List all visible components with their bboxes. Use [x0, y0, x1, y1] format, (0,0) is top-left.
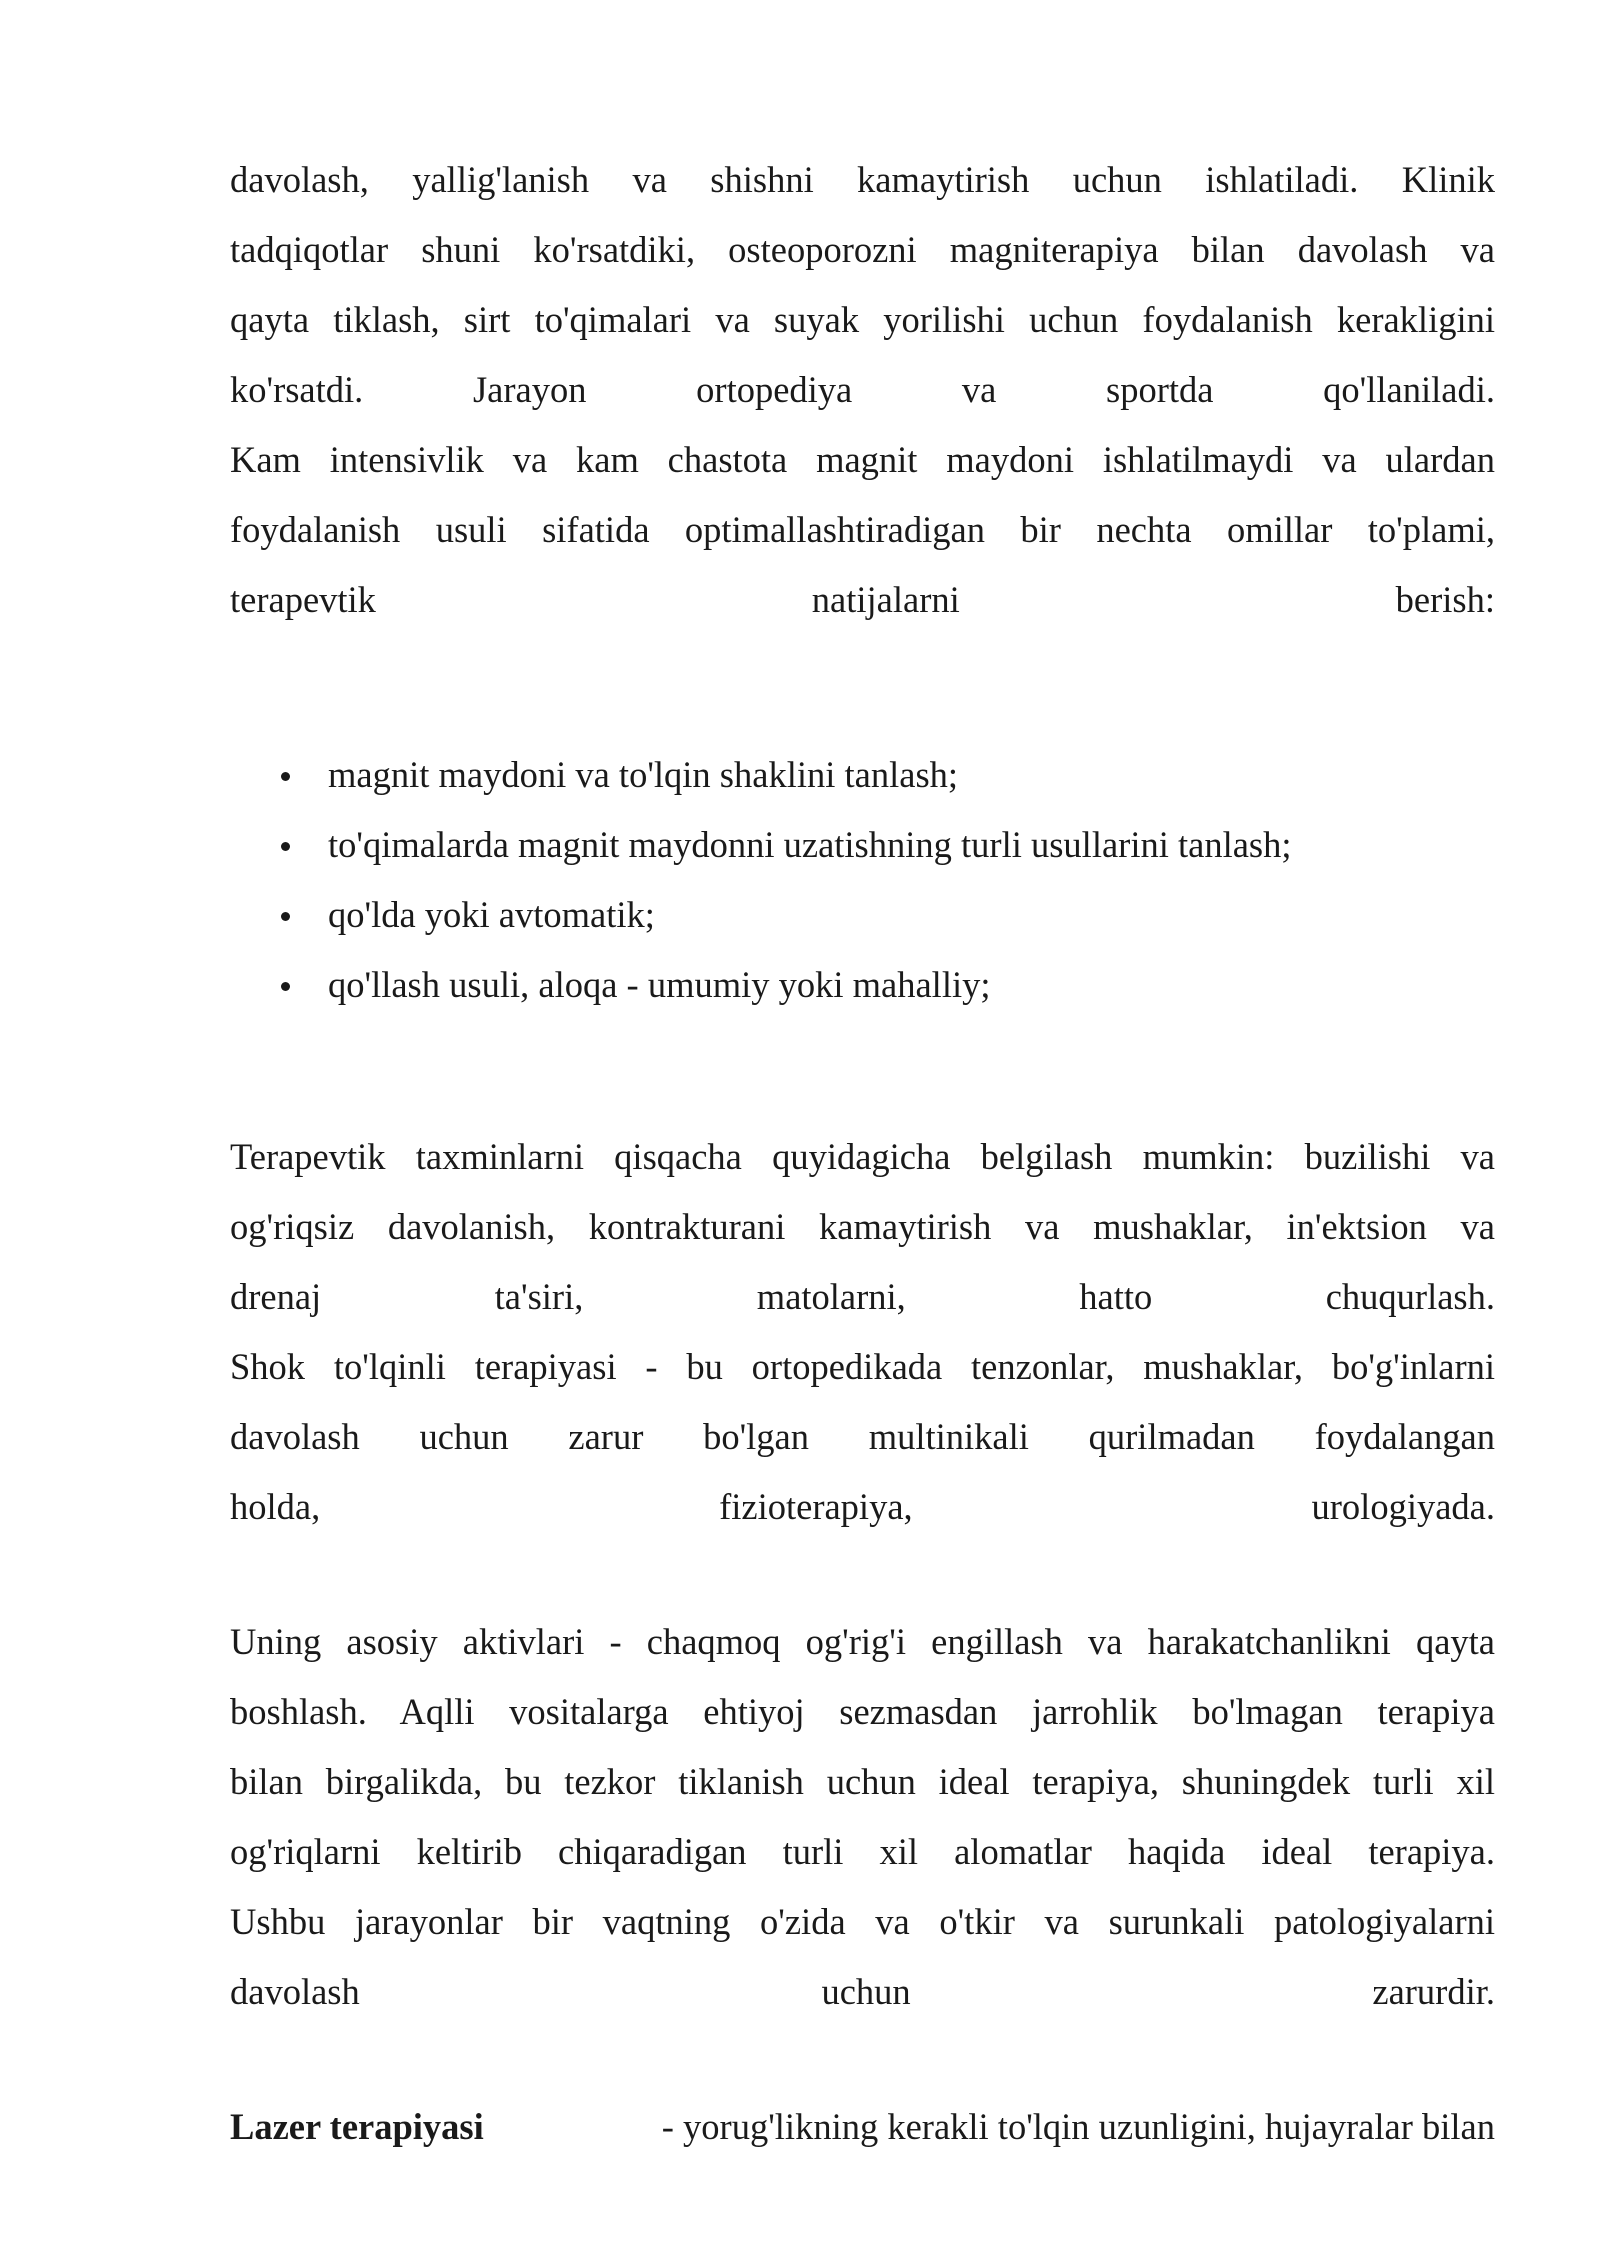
document-page: [230, 145, 1495, 2162]
paragraph-laser: [230, 2092, 1495, 2162]
text-line: Terapevtik taxminlarni qisqacha quyidagicha belgilash mumkin: buzilishi va: [230, 1136, 1495, 1177]
spacer: [230, 1542, 1495, 1607]
list-item-text: magnit maydoni va to'lqin shaklini tanlash;: [328, 754, 959, 795]
text-line: og'riqlarni keltirib chiqaradigan turli xil alomatlar haqida ideal terapiya.: [230, 1831, 1495, 1872]
spacer: [230, 2027, 1495, 2092]
text-line: bilan birgalikda, bu tezkor tiklanish uchun ideal terapiya, shuningdek turli xil: [230, 1761, 1495, 1802]
text-line: drenaj ta'siri, matolarni, hatto chuqurlash.: [230, 1276, 1495, 1317]
text-line: davolash uchun zarur bo'lgan multinikali qurilmadan foydalangan: [230, 1416, 1495, 1457]
list-item: [230, 740, 1495, 810]
list-item-text: qo'lda yoki avtomatik;: [328, 894, 655, 935]
spacer: [230, 1020, 1495, 1122]
text-line: tadqiqotlar shuni ko'rsatdiki, osteoporozni magniterapiya bilan davolash va: [230, 229, 1495, 270]
spacer: [230, 635, 1495, 740]
text-line: terapevtik natijalarni berish:: [230, 579, 1495, 620]
laser-therapy-term: Lazer terapiyasi: [230, 2106, 484, 2147]
text-line: Shok to'lqinli terapiyasi - bu ortopedikada tenzonlar, mushaklar, bo'g'inlarni: [230, 1346, 1495, 1387]
list-item: [230, 880, 1495, 950]
text-line: [230, 2092, 1495, 2162]
text-line: davolash, yallig'lanish va shishni kamaytirish uchun ishlatiladi. Klinik: [230, 159, 1495, 200]
paragraph-shockwave: [230, 1122, 1495, 1542]
text-line: Ushbu jarayonlar bir vaqtning o'zida va o'tkir va surunkali patologiyalarni: [230, 1901, 1495, 1942]
text-line: holda, fizioterapiya, urologiyada.: [230, 1486, 1495, 1527]
text-line: Kam intensivlik va kam chastota magnit maydoni ishlatilmaydi va ulardan: [230, 439, 1495, 480]
list-item: [230, 950, 1495, 1020]
text-line: og'riqsiz davolanish, kontrakturani kamaytirish va mushaklar, in'ektsion va: [230, 1206, 1495, 1247]
paragraph-benefits: [230, 1607, 1495, 2027]
laser-therapy-definition: - yorug'likning kerakli to'lqin uzunligini, hujayralar bilan: [661, 2106, 1495, 2147]
paragraph-magnetotherapy: [230, 145, 1495, 635]
text-line: davolash uchun zarurdir.: [230, 1971, 1495, 2012]
list-item-text: qo'llash usuli, aloqa - umumiy yoki mahalliy;: [328, 964, 991, 1005]
list-item-text: to'qimalarda magnit maydonni uzatishning turli usullarini tanlash;: [328, 824, 1292, 865]
bullet-icon: [281, 982, 290, 991]
text-line: boshlash. Aqlli vositalarga ehtiyoj sezmasdan jarrohlik bo'lmagan terapiya: [230, 1691, 1495, 1732]
text-line: Uning asosiy aktivlari - chaqmoq og'rig'i engillash va harakatchanlikni qayta: [230, 1621, 1495, 1662]
bullet-icon: [281, 842, 290, 851]
bullet-icon: [281, 772, 290, 781]
text-line: ko'rsatdi. Jarayon ortopediya va sportda qo'llaniladi.: [230, 369, 1495, 410]
list-item: [230, 810, 1495, 880]
text-line: qayta tiklash, sirt to'qimalari va suyak yorilishi uchun foydalanish kerakligini: [230, 299, 1495, 340]
factor-bullet-list: [230, 740, 1495, 1020]
text-line: foydalanish usuli sifatida optimallashtiradigan bir nechta omillar to'plami,: [230, 509, 1495, 550]
bullet-icon: [281, 912, 290, 921]
